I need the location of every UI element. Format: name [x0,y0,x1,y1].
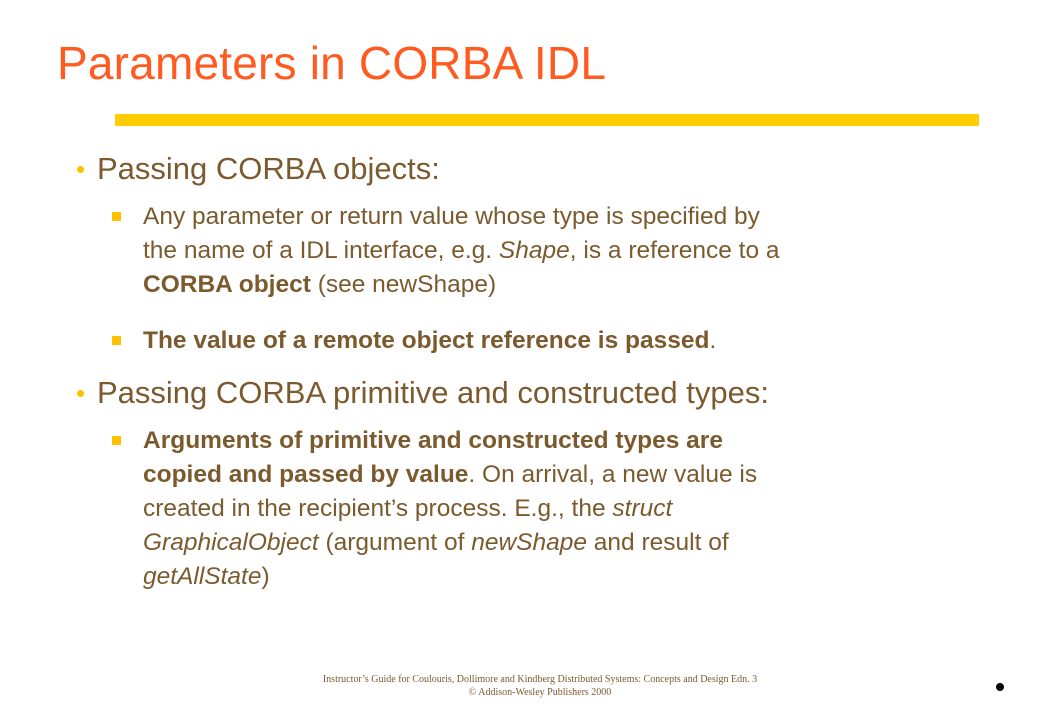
slide-marker-dot-icon [996,683,1004,691]
sub-bullet-line [143,234,983,268]
sub-bullet-line: Any parameter or return value whose type is specified by [143,203,760,230]
italic-run: GraphicalObject [143,529,319,556]
bullet-text: Passing CORBA objects: [97,151,440,186]
text-run: and result of [586,529,729,556]
sub-bullet-reference-param [143,200,983,302]
sub-bullet-line [143,458,983,492]
slide-title: Parameters in CORBA IDL [57,37,607,89]
sub-bullet-line [143,324,983,358]
sub-bullet-line [143,492,983,526]
square-bullet-icon [112,436,121,445]
bullet-text: Passing CORBA primitive and constructed types: [97,375,769,410]
text-run: the name of a IDL interface, e.g. [143,237,499,264]
bold-run: The value of a remote object reference is passed [143,327,710,354]
bullet-passing-primitive-types [76,374,769,412]
sub-bullet-line [143,526,983,560]
italic-run: getAllState [143,563,262,590]
bullet-dot-icon: • [76,154,86,184]
sub-bullet-pass-by-value [143,424,983,594]
bullet-passing-corba-objects [76,150,440,188]
text-run: . On arrival, a new value is [468,461,758,488]
title-underline-bar [115,114,979,126]
slide-footer [0,673,1040,699]
footer-copyright-line: © Addison-Wesley Publishers 2000 [468,687,612,698]
italic-run: struct [612,495,673,522]
sub-bullet-line [143,560,983,594]
bold-run: copied and passed by value [143,461,469,488]
text-run: created in the recipient’s process. E.g., the [143,495,613,522]
text-run: (see newShape) [310,271,497,298]
footer-credit-line: Instructor’s Guide for Coulouris, Dollimore and Kindberg Distributed Systems: Concepts and Design Edn. 3 [322,674,758,685]
sub-bullet-line [143,268,983,302]
bold-run: CORBA object [143,271,311,298]
text-run: . [709,327,717,354]
bold-run: Arguments of primitive and constructed types are [143,427,723,454]
italic-run: Shape [498,237,570,264]
text-run: , is a reference to a [569,237,780,264]
bullet-dot-icon: • [76,378,86,408]
text-run: ) [261,563,270,590]
text-run: (argument of [318,529,472,556]
square-bullet-icon [112,212,121,221]
square-bullet-icon [112,336,121,345]
sub-bullet-remote-reference [143,324,983,358]
sub-bullet-line [143,424,983,458]
italic-run: newShape [471,529,587,556]
